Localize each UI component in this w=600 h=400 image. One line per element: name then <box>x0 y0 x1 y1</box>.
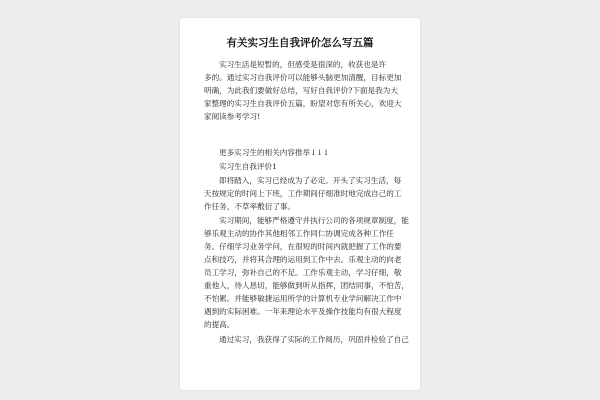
body-line: 天按规定的时间上下班，工作期间仔细准时地完成自己的工 <box>204 189 402 198</box>
body-line: 即将踏入，实习已经成为了必定。开头了实习生活，每 <box>219 176 402 185</box>
body-line: 务。仔细学习业务学问，在很短的时间内就把握了工作的要 <box>204 242 402 251</box>
body-line: 不怕累。并能够敏捷运用所学的计算机专业学问解决工作中 <box>204 294 402 303</box>
body-line: 点和技巧，并将其合理的运用到工作中去。乐观主动的向老 <box>204 255 402 264</box>
intro-line: 实习生活是短暂的，但感受是很深的，收获也是许 <box>219 60 387 69</box>
document-title: 有关实习生自我评价怎么写五篇 <box>226 37 374 49</box>
body-line: 通过实习，我获得了实际的工作阅历，巩固并检验了自己 <box>219 335 409 344</box>
body-line: 遇到的实际困难。一年来理论水平及操作技能均有很大程度 <box>204 307 402 316</box>
intro-line: 家整理的实习生自我评价五篇，盼望对您有所关心，欢迎大 <box>204 99 402 108</box>
body-line: 实习期间，能够严格遵守并执行公司的各项规章制度，能 <box>219 216 409 225</box>
body-line: 重他人，待人恳切，能够做到听从指挥，团结同事，不怕苦， <box>204 281 410 290</box>
intro-line: 多的。通过实习自我评价可以能够头脑更加清醒，目标更加 <box>204 73 402 82</box>
body-line: 的提高。 <box>204 320 235 329</box>
intro-line: 明确，为此我们要做好总结，写好自我评价?下面是我为大 <box>204 86 398 95</box>
section-heading: 实习生自我评价1 <box>219 162 277 171</box>
related-content-line: 更多实习生的相关内容推举↓↓↓ <box>219 148 330 157</box>
intro-line: 家阅读参考学习! <box>204 112 261 121</box>
body-line: 员工学习，弥补自己的不足。工作乐观主动，学习仔细，敬 <box>204 268 402 277</box>
body-line: 够乐观主动的协作其他相邻工作同仁协调完成各种工作任 <box>204 229 394 238</box>
document-page <box>180 18 420 390</box>
body-line: 作任务，不草率敷衍了事。 <box>204 202 296 211</box>
